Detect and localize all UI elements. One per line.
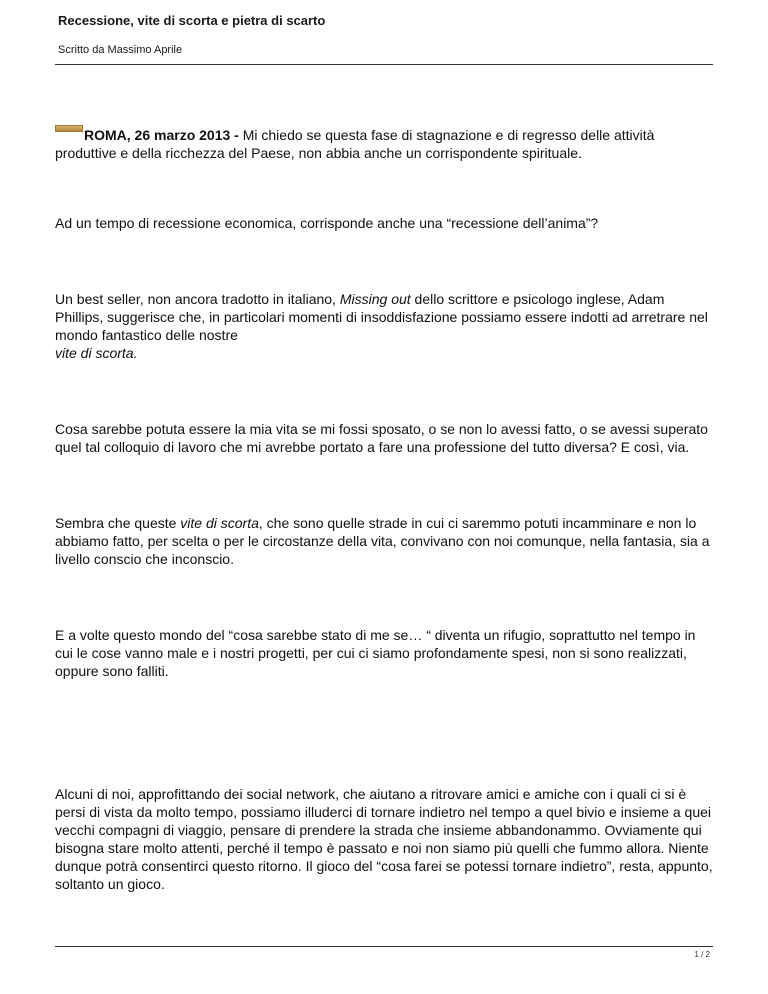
paragraph-6: E a volte questo mondo del “cosa sarebbe stato di me se… “ diventa un rifugio, soprattutto nel tempo in cui le cose vanno male e i nostri progetti, per cui ci siamo profondamente spesi, non si sono realizzati, oppure sono falliti.: [55, 627, 696, 679]
paragraph-5: [55, 514, 715, 568]
dateline: ROMA, 26 marzo 2013 -: [84, 127, 243, 143]
paragraph-2: Ad un tempo di recessione economica, corrisponde anche una “recessione dell’anima”?: [55, 215, 599, 231]
paragraph-3: [55, 290, 715, 362]
article-byline: Scritto da Massimo Aprile: [58, 44, 183, 56]
article-body: [55, 126, 715, 893]
page-number: 1 / 2: [694, 950, 710, 959]
paragraph-3-emphasis: vite di scorta.: [55, 345, 138, 361]
paragraph-5-text-a: Sembra che queste: [55, 515, 181, 531]
article-title: Recessione, vite di scorta e pietra di scarto: [58, 13, 326, 28]
header-divider: [55, 64, 713, 65]
paragraph-4: Cosa sarebbe potuta essere la mia vita se mi fossi sposato, o se non lo avessi fatto, o se avessi superato quel tal colloquio di lavoro che mi avrebbe portato a fare una professione del tutto diversa? E così, via.: [55, 421, 708, 455]
thumbnail-image[interactable]: [55, 125, 83, 132]
paragraph-5-emphasis: vite di scorta: [180, 515, 259, 531]
paragraph-7: Alcuni di noi, approfittando dei social network, che aiutano a ritrovare amici e amiche con i quali ci si è persi di vista da molto tempo, possiamo illuderci di tornare indietro nel tempo a quel bivio e insieme a quei vecchi compagni di viaggio, pensare di prendere la strada che insieme abbandonammo. Ovviamente qui bisogna stare molto attenti, perché il tempo è passato e noi non siamo più quelli che fummo allora. Niente dunque potrà consentirci questo ritorno. Il gioco del “cosa farei se potessi tornare indietro”, resta, appunto, soltanto un gioco.: [55, 786, 713, 892]
paragraph-1: [55, 126, 715, 162]
paragraph-5-text-b: , che sono quelle strade in cui ci saremmo potuti incamminare e non lo abbiamo fatto, per scelta o per le circostanze della vita, convivano con noi comunque, nella fantasia, sia a livello conscio che inconscio.: [55, 515, 710, 567]
paragraph-3-text-b: dello scrittore e psicologo inglese, Adam Phillips, suggerisce che, in particolari momenti di insoddisfazione possiamo essere indotti ad arretrare nel mondo fantastico delle nostre: [55, 291, 708, 343]
book-title: Missing out: [339, 291, 411, 307]
footer-divider: [55, 946, 713, 947]
paragraph-1-text: Mi chiedo se questa fase di stagnazione e di regresso delle attività produttive e della ricchezza del Paese, non abbia anche un corrispondente spirituale.: [55, 127, 655, 161]
paragraph-3-text-a: Un best seller, non ancora tradotto in italiano,: [55, 291, 340, 307]
